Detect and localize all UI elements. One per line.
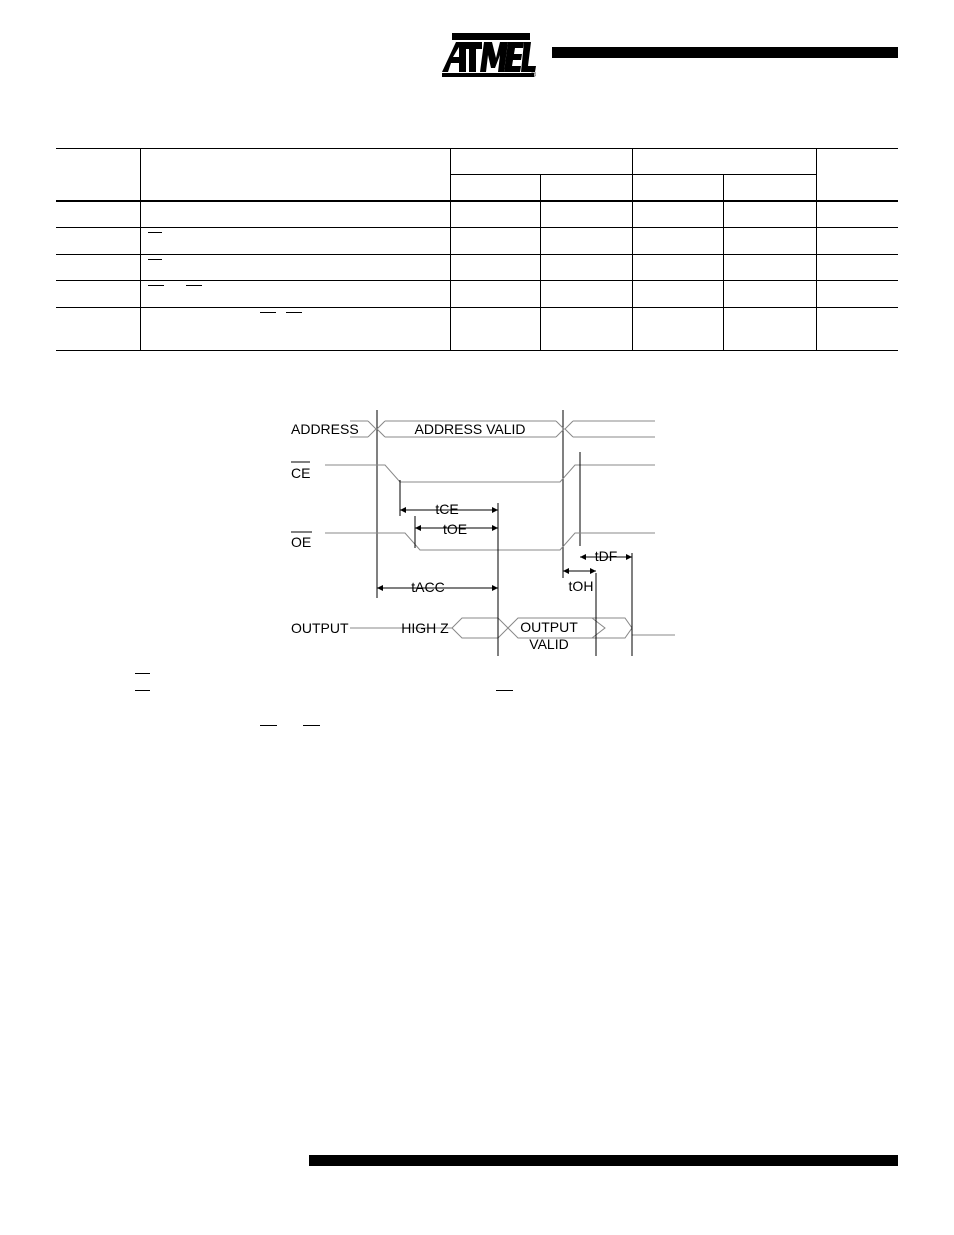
param-label-toh: tOH	[568, 578, 594, 594]
address-valid-label: ADDRESS VALID	[414, 421, 526, 437]
signal-label-output: OUTPUT	[291, 620, 349, 636]
signal-label-ce: CE	[291, 465, 311, 481]
footer-bar	[309, 1155, 898, 1166]
output-valid-label-line1: OUTPUT	[520, 619, 578, 635]
signal-label-oe: OE	[291, 534, 312, 550]
param-label-tacc: tACC	[411, 579, 445, 595]
param-label-toe: tOE	[442, 521, 468, 537]
signal-label-address: ADDRESS	[291, 421, 359, 437]
ce-waveform	[325, 465, 655, 482]
read-timing-diagram	[270, 400, 690, 670]
atmel-logo	[438, 30, 538, 78]
param-label-tce: tCE	[435, 501, 459, 517]
spec-table	[56, 148, 898, 351]
output-valid-label-line2: VALID	[529, 636, 569, 652]
param-label-tdf: tDF	[594, 548, 618, 564]
high-z-label: HIGH Z	[401, 620, 449, 636]
header-bar	[552, 47, 898, 58]
output-waveform	[350, 618, 675, 638]
registered-mark: ®	[531, 72, 537, 78]
notes-overbars	[130, 668, 550, 738]
